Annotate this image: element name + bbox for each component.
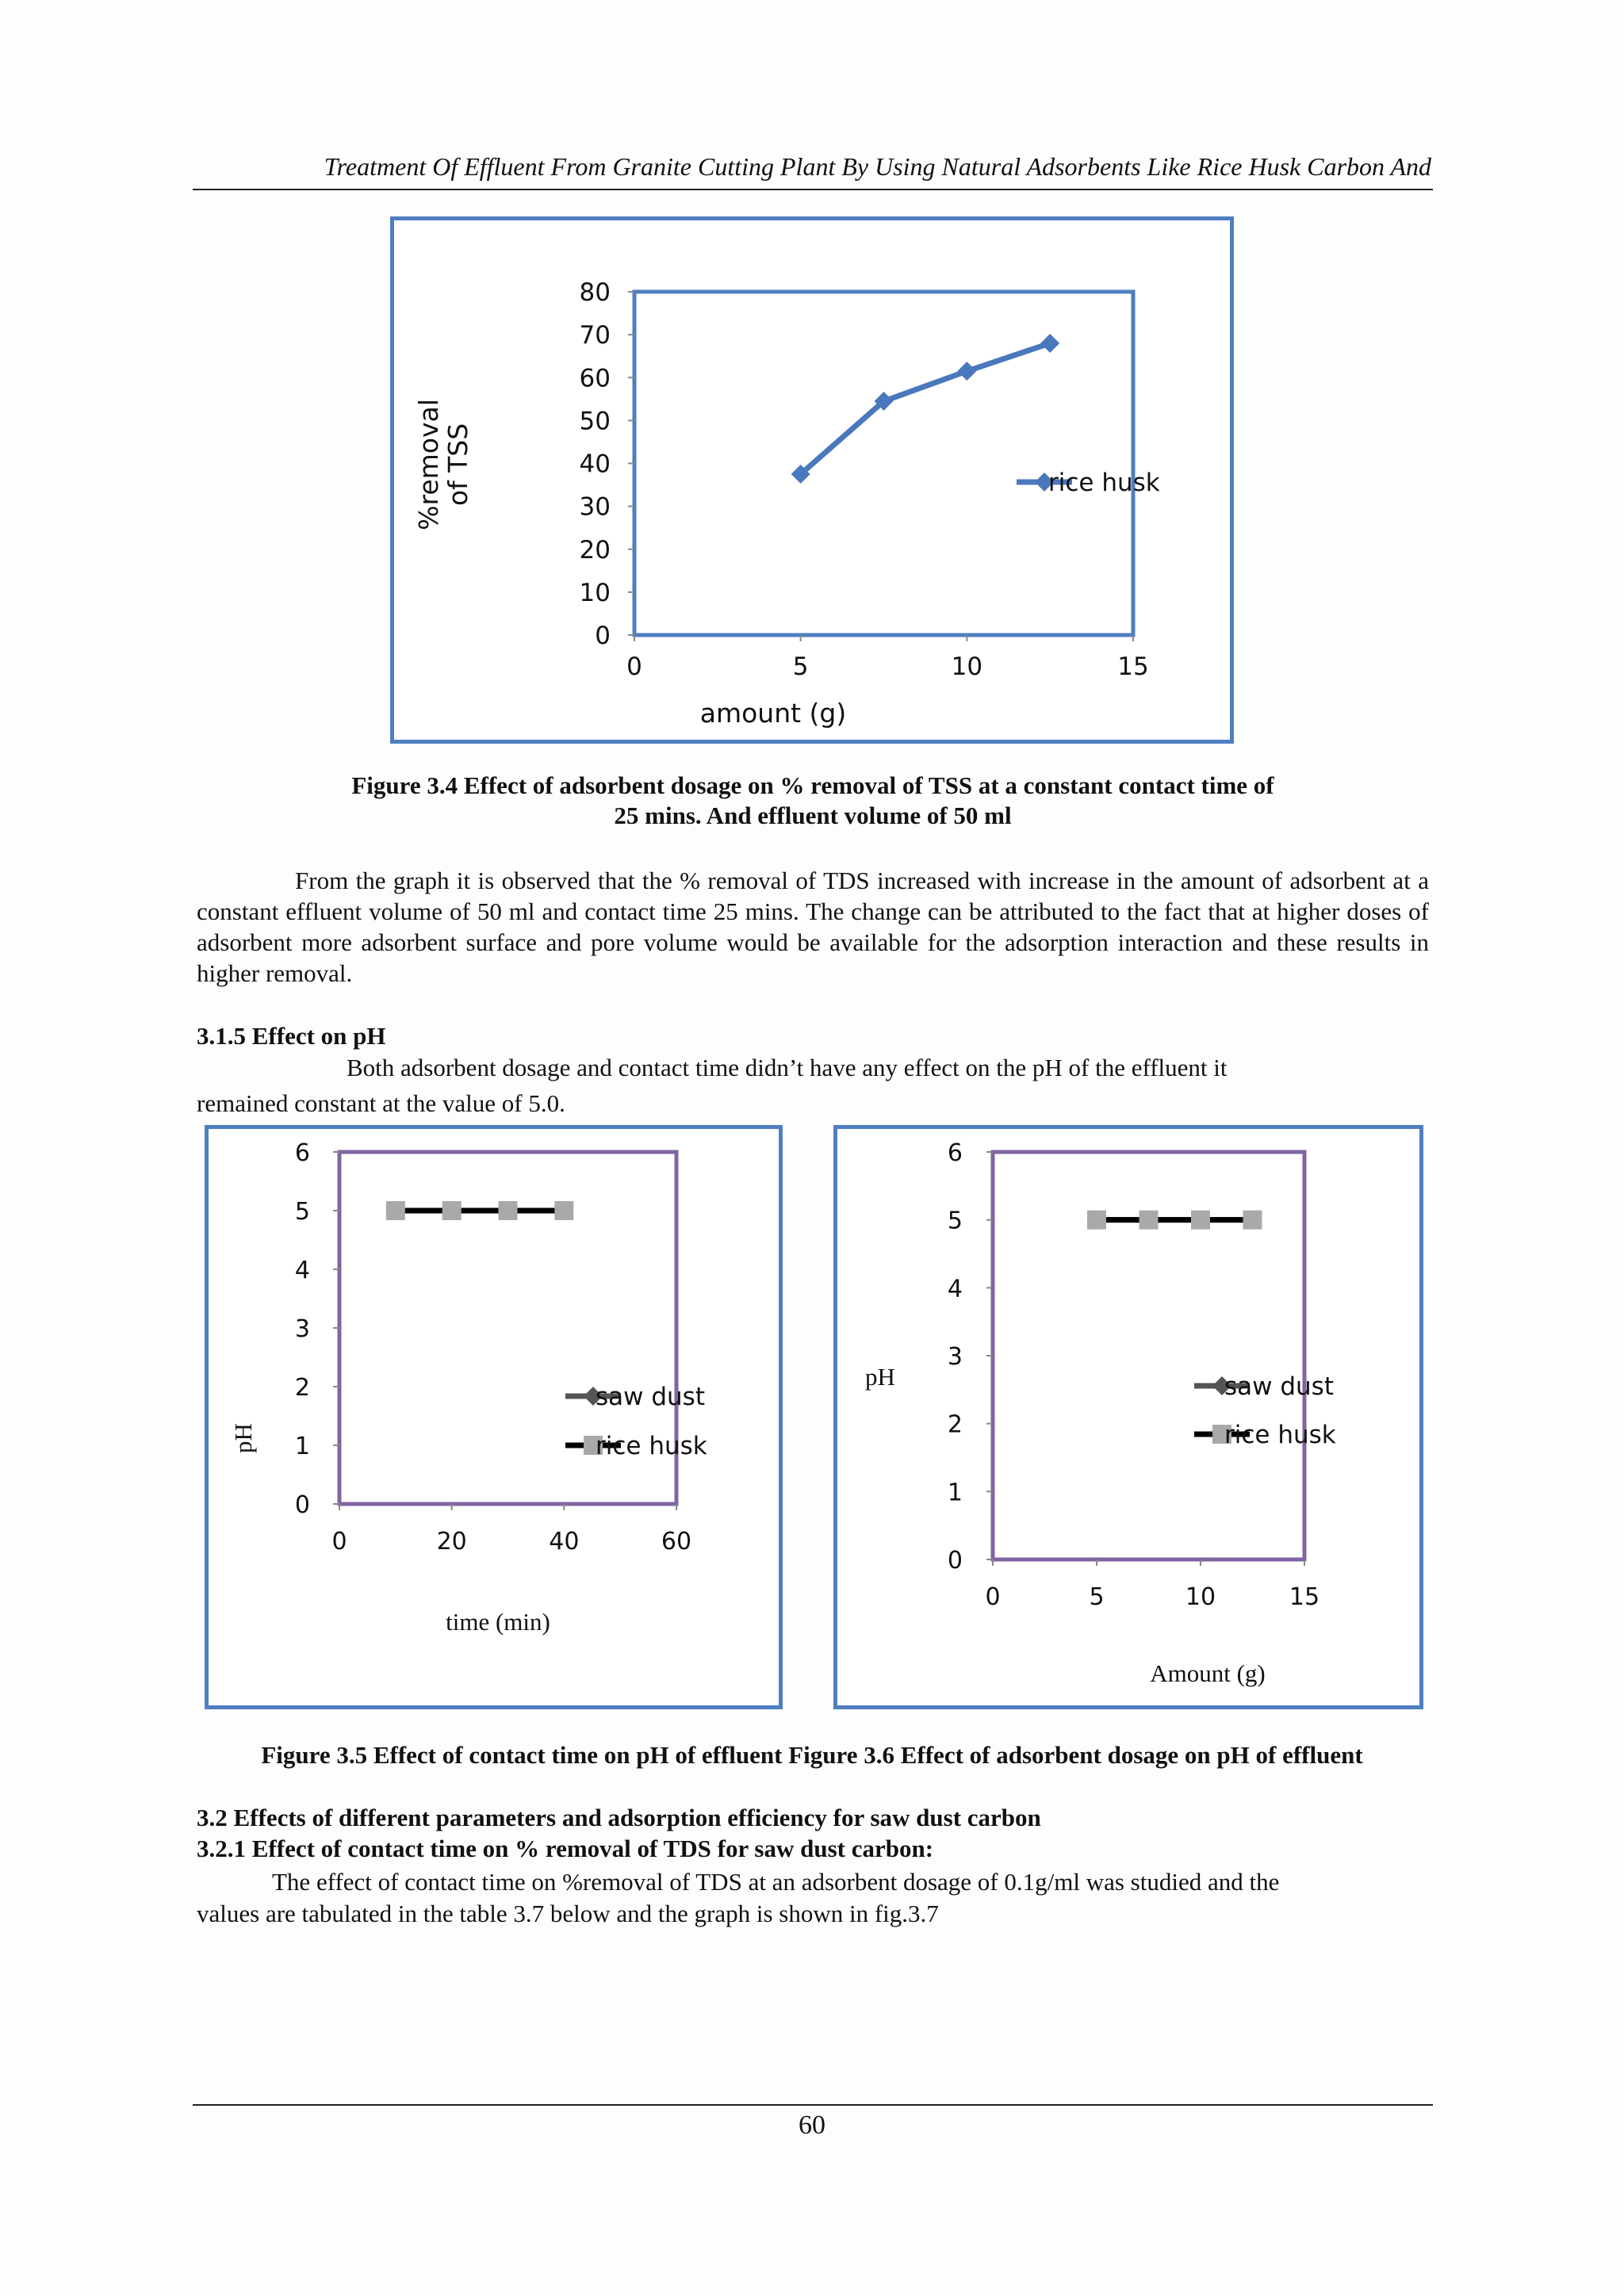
legend-label: saw dust: [596, 1383, 705, 1411]
y-tick-label: 6: [947, 1139, 963, 1167]
x-tick-label: 0: [626, 652, 642, 681]
legend-label: saw dust: [1224, 1372, 1334, 1401]
figure-3-6-chart: [837, 1129, 1419, 1705]
data-point-rice-husk: [386, 1201, 405, 1220]
data-point-rice-husk: [442, 1201, 462, 1220]
y-tick-label: 10: [579, 578, 611, 607]
data-point-rice-husk: [1040, 334, 1059, 353]
y-tick-label: 0: [595, 622, 611, 650]
y-axis-label: pH: [865, 1363, 895, 1391]
y-tick-label: 3: [294, 1315, 310, 1343]
y-tick-label: 2: [947, 1410, 963, 1439]
figure-3-4-caption-line-2: 25 mins. And effluent volume of 50 ml: [614, 802, 1012, 829]
section-3-1-5-heading: 3.1.5 Effect on pH: [197, 1022, 386, 1050]
x-tick-label: 0: [331, 1528, 347, 1556]
section-3-2-1-heading: 3.2.1 Effect of contact time on % removal of TDS for saw dust carbon:: [197, 1835, 934, 1862]
data-point-rice-husk: [1191, 1211, 1210, 1230]
header-rule: [193, 189, 1433, 190]
figure-3-5-chart: [209, 1129, 779, 1705]
x-tick-label: 5: [792, 652, 809, 681]
figure-3-4-caption-line-1: Figure 3.4 Effect of adsorbent dosage on % removal of TSS at a constant contact time of: [351, 771, 1274, 799]
footer-rule: [193, 2104, 1433, 2106]
figure-3-4-chart-frame: [390, 216, 1234, 744]
section-3-2-1-line-2: values are tabulated in the table 3.7 below and the graph is shown in fig.3.7: [197, 1900, 939, 1927]
x-tick-label: 20: [436, 1528, 467, 1556]
x-axis-label: time (min): [446, 1608, 550, 1636]
y-tick-label: 40: [579, 450, 611, 479]
y-tick-label: 70: [579, 321, 611, 350]
figure-3-5-chart-frame: [205, 1125, 783, 1709]
x-tick-label: 40: [549, 1528, 580, 1556]
y-tick-label: 30: [579, 492, 611, 522]
y-tick-label: 60: [579, 364, 611, 393]
x-axis-label: Amount (g): [1150, 1659, 1266, 1687]
figure-3-4-chart: [394, 220, 1230, 740]
y-tick-label: 3: [947, 1343, 963, 1371]
x-tick-label: 60: [661, 1528, 692, 1556]
x-tick-label: 15: [1117, 652, 1149, 681]
legend-label: rice husk: [1048, 469, 1160, 497]
y-tick-label: 50: [579, 407, 611, 436]
y-tick-label: 0: [294, 1491, 310, 1519]
section-3-2-heading: 3.2 Effects of different parameters and adsorption efficiency for saw dust carbon: [197, 1804, 1041, 1831]
y-axis-label: pH: [229, 1423, 257, 1453]
y-tick-label: 20: [579, 535, 611, 564]
data-point-rice-husk: [1087, 1211, 1106, 1230]
y-tick-label: 4: [294, 1257, 310, 1284]
data-point-rice-husk: [1243, 1211, 1262, 1230]
y-tick-label: 5: [294, 1198, 310, 1226]
x-tick-label: 0: [985, 1583, 1001, 1611]
results-paragraph: From the graph it is observed that the % removal of TDS increased with increase in the amount of adsorbent at a constant effluent volume of 50 ml and contact time 25 mins. The change can be attributed to the fact that at higher doses of adsorbent more adsorbent surface and pore volume would be available for the adsorption interaction and these results in higher removal.: [197, 867, 1429, 987]
x-tick-label: 10: [951, 652, 983, 681]
x-axis-label: amount (g): [699, 698, 847, 729]
series-line-rice-husk: [801, 343, 1051, 474]
figure-3-6-chart-frame: [833, 1125, 1423, 1709]
figure-3-5-3-6-caption: Figure 3.5 Effect of contact time on pH of effluent Figure 3.6 Effect of adsorbent dosage on pH of effluent: [261, 1741, 1363, 1769]
x-tick-label: 15: [1289, 1583, 1320, 1611]
y-tick-label: 80: [579, 278, 611, 307]
y-axis-label-line-2: of TSS: [442, 423, 473, 507]
legend-label: rice husk: [596, 1432, 707, 1460]
y-tick-label: 1: [947, 1479, 963, 1507]
y-tick-label: 1: [294, 1433, 310, 1460]
running-header: Treatment Of Effluent From Granite Cutting Plant By Using Natural Adsorbents Like Rice Husk Carbon And: [324, 152, 1431, 181]
x-tick-label: 10: [1185, 1583, 1216, 1611]
y-tick-label: 5: [947, 1207, 963, 1235]
y-tick-label: 6: [294, 1139, 310, 1167]
data-point-rice-husk: [554, 1201, 573, 1220]
section-3-2-1-line-1: The effect of contact time on %removal of TDS at an adsorbent dosage of 0.1g/ml was studied and the: [272, 1868, 1280, 1896]
section-3-1-5-line-1: Both adsorbent dosage and contact time didn’t have any effect on the pH of the effluent it: [347, 1054, 1228, 1081]
data-point-rice-husk: [499, 1201, 518, 1220]
section-3-1-5-line-2: remained constant at the value of 5.0.: [197, 1089, 565, 1117]
data-point-rice-husk: [957, 362, 976, 381]
x-tick-label: 5: [1089, 1583, 1105, 1611]
y-tick-label: 0: [947, 1547, 963, 1575]
page-number: 60: [799, 2110, 825, 2140]
data-point-rice-husk: [1139, 1211, 1159, 1230]
y-axis-label-line-1: %removal: [413, 399, 444, 530]
y-tick-label: 4: [947, 1275, 963, 1303]
legend-label: rice husk: [1224, 1421, 1336, 1449]
y-tick-label: 2: [294, 1374, 310, 1402]
